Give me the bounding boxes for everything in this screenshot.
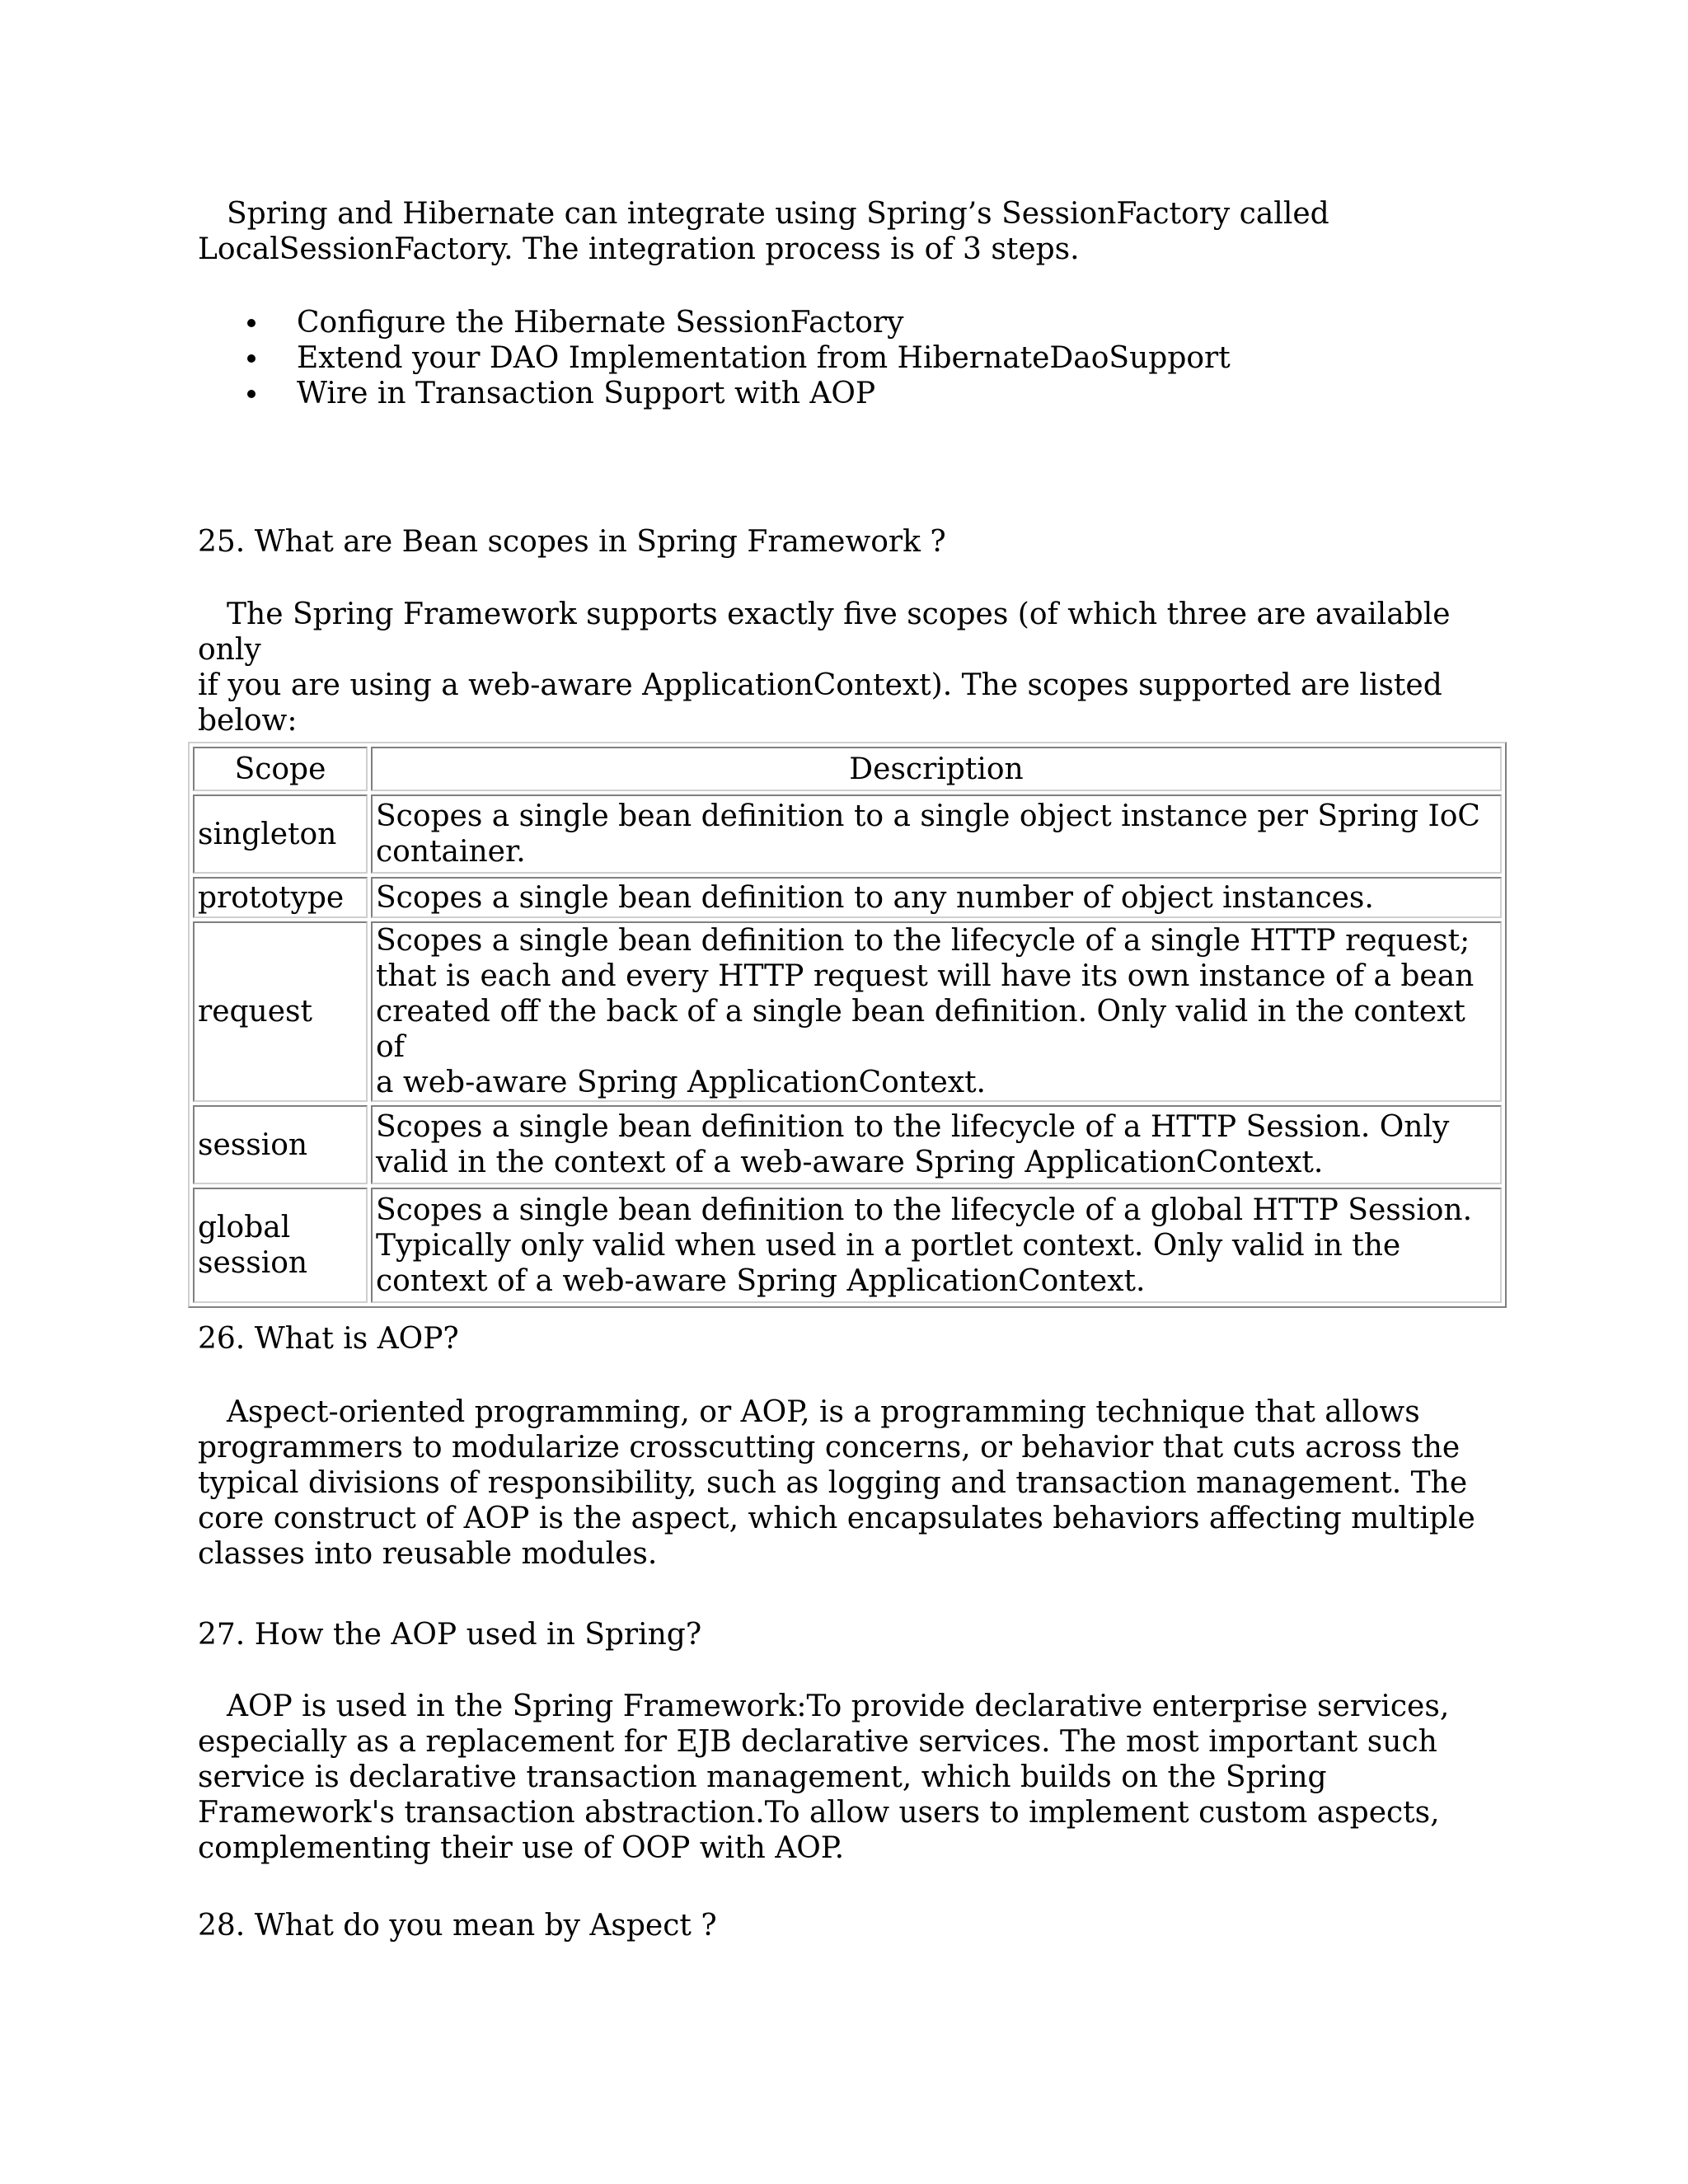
list-item-text: Wire in Transaction Support with AOP — [297, 377, 876, 410]
list-item-text: Extend your DAO Implementation from HibernateDaoSupport — [297, 341, 1231, 375]
column-header-description: Description — [371, 747, 1502, 791]
bullet-icon — [247, 390, 256, 398]
table-row — [193, 1188, 1502, 1303]
bullet-icon — [247, 319, 256, 327]
table-row — [193, 877, 1502, 918]
intro-paragraph: Spring and Hibernate can integrate using Spring’s SessionFactory called LocalSessionFactory. The integration process is of 3 steps. — [198, 197, 1329, 266]
list-item — [198, 305, 1231, 340]
question-25-heading: 25. What are Bean scopes in Spring Framework ? — [198, 525, 946, 559]
question-28-heading: 28. What do you mean by Aspect ? — [198, 1909, 717, 1943]
list-item-text: Configure the Hibernate SessionFactory — [297, 306, 904, 340]
description-cell: Scopes a single bean definition to the lifecycle of a single HTTP request; that is each and every HTTP request will have its own instance of a bean created off the back of a single bean definition. Only valid in the context of a web-aware Spring ApplicationContext. — [371, 921, 1502, 1102]
scope-cell: request — [193, 921, 368, 1102]
question-27-paragraph: AOP is used in the Spring Framework:To provide declarative enterprise services, especially as a replacement for EJB declarative services. The most important such service is declarative transaction management, which builds on the Spring Framework's transaction abstraction.To allow users to implement custom aspects, complementing their use of OOP with AOP. — [198, 1690, 1450, 1865]
bullet-icon — [247, 354, 256, 363]
description-cell: Scopes a single bean definition to the lifecycle of a HTTP Session. Only valid in the context of a web-aware Spring ApplicationContext. — [371, 1105, 1502, 1184]
list-item — [198, 376, 1231, 411]
scope-cell: singleton — [193, 794, 368, 874]
scope-cell: session — [193, 1105, 368, 1184]
table-row — [193, 1105, 1502, 1184]
description-cell: Scopes a single bean definition to any number of object instances. — [371, 877, 1502, 918]
question-26-paragraph: Aspect-oriented programming, or AOP, is a programming technique that allows programmers to modularize crosscutting concerns, or behavior that cuts across the typical divisions of responsibility, such as logging and transaction management. The core construct of AOP is the aspect, which encapsulates behaviors affecting multiple classes into reusable modules. — [198, 1395, 1475, 1571]
question-27-heading: 27. How the AOP used in Spring? — [198, 1618, 702, 1652]
integration-steps-list — [198, 305, 1231, 411]
list-item — [198, 340, 1231, 376]
scope-cell: prototype — [193, 877, 368, 918]
column-header-scope: Scope — [193, 747, 368, 791]
bean-scopes-table — [188, 742, 1507, 1308]
table-row — [193, 794, 1502, 874]
question-25-paragraph: The Spring Framework supports exactly five scopes (of which three are available only if you are using a web-aware ApplicationContext). The scopes supported are listed below: — [198, 598, 1451, 738]
table-row — [193, 921, 1502, 1102]
scope-cell: global session — [193, 1188, 368, 1303]
description-cell: Scopes a single bean definition to a single object instance per Spring IoC container. — [371, 794, 1502, 874]
description-cell: Scopes a single bean definition to the lifecycle of a global HTTP Session. Typically only valid when used in a portlet context. Only valid in the context of a web-aware Spring ApplicationContext. — [371, 1188, 1502, 1303]
question-26-heading: 26. What is AOP? — [198, 1322, 459, 1356]
table-header-row — [193, 747, 1502, 791]
